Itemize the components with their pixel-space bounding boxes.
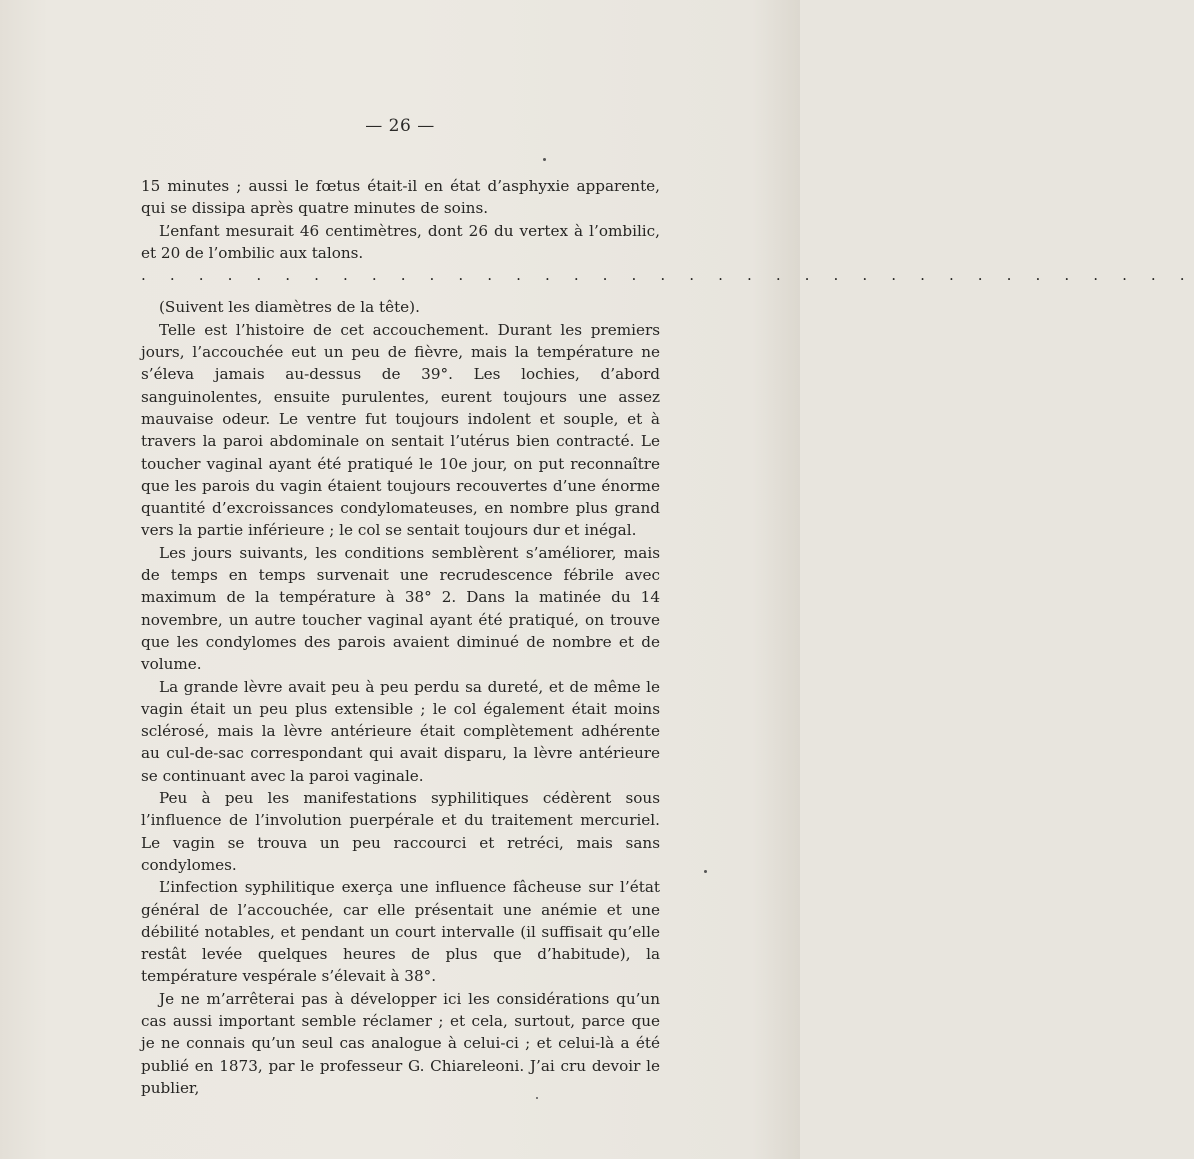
print-speck <box>704 870 707 873</box>
paragraph-2: L’enfant mesurait 46 centimètres, dont 26 du vertex à l’ombilic, et 20 de l’ombilic aux talons. <box>141 221 660 262</box>
page-number: — 26 — <box>365 116 435 136</box>
paragraph-4: Telle est l’histoire de cet accouchement. Durant les premiers jours, l’accouchée eut un peu de fièvre, mais la température ne s’éleva jamais au-dessus de 39°. Les lochies, d’abord sanguinolentes, ensuite purulentes, eurent toujours une assez mauvaise odeur. Le ventre fut toujours indolent et souple, et à travers la paroi abdominale on sentait l’utérus bien contracté. Le toucher vaginal ayant été pratiqué le 10e jour, on put reconnaître que les parois du vagin étaient toujours recouvertes d’une énorme quantité d’excroissances condylomateuses, en nombre plus grand vers la partie inférieure ; le col se sentait toujours dur et inégal. <box>141 320 660 540</box>
body-text <box>141 175 1194 1099</box>
paragraph-9: Je ne m’arrêterai pas à développer ici les considérations qu’un cas aussi important semble réclamer ; et cela, surtout, parce que je ne connais qu’un seul cas analogue à celui-ci ; et celui-là a été publié en 1873, par le professeur G. Chiareleoni. J’ai cru devoir le publier, <box>141 989 660 1097</box>
ellipsis-separator: . . . . . . . . . . . . . . . . . . . . . . . . . . . . . . . . . . . . . <box>141 266 1194 285</box>
paragraph-5: Les jours suivants, les conditions semblèrent s’améliorer, mais de temps en temps survenait une recrudescence fébrile avec maximum de la température à 38° 2. Dans la matinée du 14 novembre, un autre toucher vaginal ayant été pratiqué, on trouve que les condylomes des parois avaient diminué de nombre et de volume. <box>141 543 660 674</box>
print-speck <box>543 158 546 161</box>
paragraph-8: L’infection syphilitique exerça une influence fâcheuse sur l’état général de l’accouchée, car elle présentait une anémie et une débilité notables, et pendant un court intervalle (il suffisait qu’elle restât levée quelques heures de plus que d’habitude), la température vespérale s’élevait à 38°. <box>141 878 660 986</box>
paragraph-6: La grande lèvre avait peu à peu perdu sa dureté, et de même le vagin était un peu plus extensible ; le col également était moins sclérosé, mais la lèvre antérieure était complètement adhérente au cul-de-sac correspondant qui avait disparu, la lèvre antérieure se continuant avec la paroi vaginale. <box>141 677 660 785</box>
paragraph-1: 15 minutes ; aussi le fœtus était-il en état d’asphyxie apparente, qui se dissipa après quatre minutes de soins. <box>141 177 660 218</box>
paragraph-7: Peu à peu les manifestations syphilitiques cédèrent sous l’influence de l’involution puerpérale et du traitement mercuriel. Le vagin se trouva un peu raccourci et retréci, mais sans condylomes. <box>141 789 660 874</box>
paragraph-3: (Suivent les diamètres de la tête). <box>159 298 420 317</box>
separator-space <box>141 286 660 296</box>
print-speck <box>536 1097 538 1099</box>
